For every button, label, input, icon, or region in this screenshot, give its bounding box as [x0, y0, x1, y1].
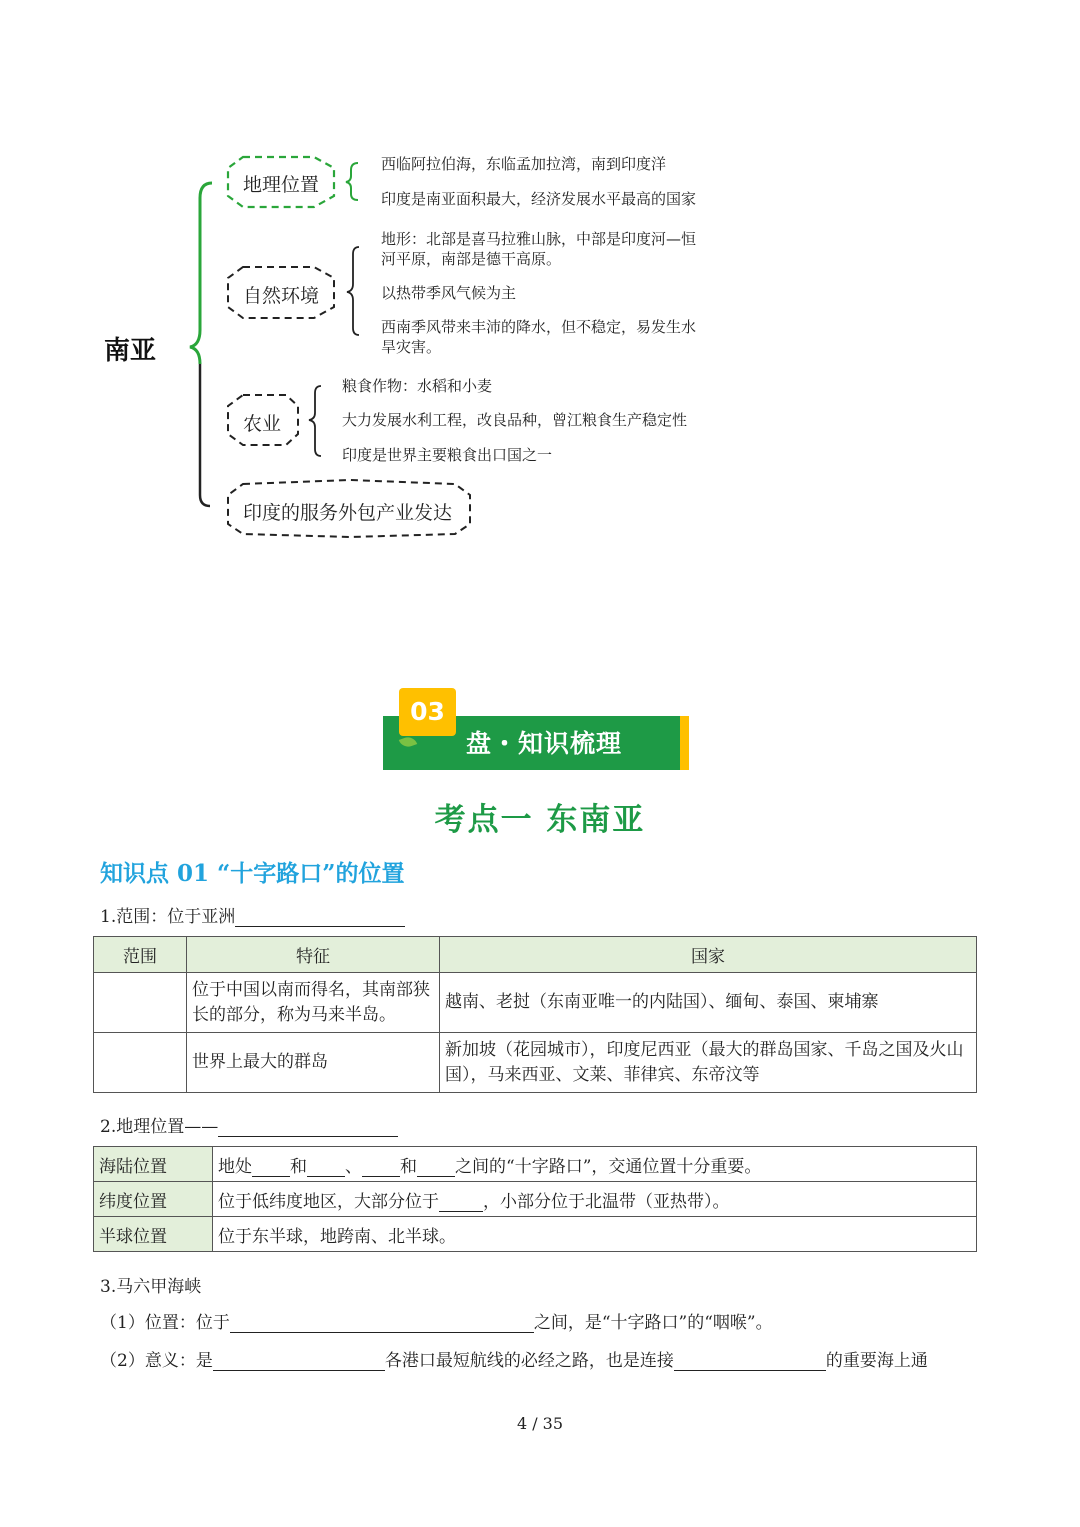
leaf-location-2: 印度是南亚面积最大，经济发展水平最高的国家: [381, 190, 697, 208]
section3-label: 3.马六甲海峡: [100, 1277, 202, 1297]
cell-feature: 位于中国以南而得名，其南部狭长的部分，称为马来半岛。: [187, 973, 440, 1033]
section1-line: [100, 902, 405, 927]
table-row: [94, 973, 977, 1033]
banner-title: 盘・知识梳理: [466, 729, 623, 758]
leaf-location-1: 西临阿拉伯海，东临孟加拉湾，南到印度洋: [381, 155, 667, 173]
cell-countries: 新加坡（花园城市），印度尼西亚（最大的群岛国家、千岛之国及火山国），马来西亚、文莱、菲律宾、东帝汶等: [440, 1033, 977, 1093]
banner-number-badge: 03: [399, 688, 456, 736]
section2-line: [100, 1112, 398, 1137]
fill-blank[interactable]: [439, 1195, 483, 1212]
cell-scope-blank[interactable]: [94, 1033, 187, 1093]
leaf-environment-3a: 西南季风带来丰沛的降水，但不稳定，易发生水: [381, 318, 697, 336]
row-label-hemisphere: 半球位置: [94, 1217, 213, 1252]
location-table: [93, 1146, 977, 1252]
countries-table: [93, 936, 977, 1093]
knowledge-point-title: 知识点 01 “十字路口”的位置: [100, 860, 405, 887]
section3-item1: （1）位置：位于 之间，是“十字路口”的“咽喉”。: [100, 1313, 773, 1333]
node-outsourcing-label: 印度的服务外包产业发达: [243, 502, 453, 524]
row-label-latitude: 纬度位置: [94, 1182, 213, 1217]
header-scope: 范围: [94, 937, 187, 973]
node-agriculture-label: 农业: [243, 413, 282, 435]
fill-blank[interactable]: [307, 1160, 345, 1177]
section2-label: 2.地理位置——: [100, 1117, 219, 1137]
table-header-row: [94, 937, 977, 973]
leaf-environment-1b: 河平原，南部是德干高原。: [381, 250, 562, 268]
row-label-land-sea: 海陆位置: [94, 1147, 213, 1182]
table-row: [94, 1217, 977, 1252]
section1-label: 1.范围：位于亚洲: [100, 907, 236, 927]
row-text-latitude: 位于低纬度地区，大部分位于 ，小部分位于北温带（亚热带）。: [213, 1182, 977, 1217]
header-countries: 国家: [440, 937, 977, 973]
row-text-hemisphere: 位于东半球，地跨南、北半球。: [213, 1217, 977, 1252]
leaf-agriculture-1: 粮食作物：水稻和小麦: [342, 377, 493, 395]
section3-item2: （2）意义：是 各港口最短航线的必经之路，也是连接 的重要海上通: [100, 1351, 928, 1371]
table-row: [94, 1033, 977, 1093]
banner-accent-stripe: [680, 716, 689, 770]
table-row: [94, 1147, 977, 1182]
fill-blank[interactable]: [235, 908, 405, 927]
fill-blank[interactable]: [362, 1160, 400, 1177]
fill-blank[interactable]: [417, 1160, 455, 1177]
mindmap-connectors: [0, 0, 1080, 560]
leaf-agriculture-2: 大力发展水利工程，改良品种，曾江粮食生产稳定性: [342, 411, 688, 429]
fill-blank[interactable]: [674, 1352, 826, 1371]
fill-blank[interactable]: [230, 1314, 534, 1333]
node-environment-label: 自然环境: [243, 285, 320, 307]
leaf-environment-1a: 地形：北部是喜马拉雅山脉，中部是印度河—恒: [381, 230, 697, 248]
node-location-label: 地理位置: [243, 174, 320, 196]
fill-blank[interactable]: [252, 1160, 290, 1177]
row-text-land-sea: 地处 和 、 和 之间的“十字路口”，交通位置十分重要。: [213, 1147, 977, 1182]
header-feature: 特征: [187, 937, 440, 973]
table-row: [94, 1182, 977, 1217]
leaf-environment-2: 以热带季风气候为主: [381, 284, 517, 302]
fill-blank[interactable]: [213, 1352, 385, 1371]
fill-blank[interactable]: [218, 1118, 398, 1137]
topic-title: 考点一 东南亚: [434, 802, 646, 838]
cell-scope-blank[interactable]: [94, 973, 187, 1033]
leaf-environment-3b: 旱灾害。: [381, 338, 442, 356]
cell-feature: 世界上最大的群岛: [187, 1033, 440, 1093]
cell-countries: 越南、老挝（东南亚唯一的内陆国）、缅甸、泰国、柬埔寨: [440, 973, 977, 1033]
page-number: 4 / 35: [516, 1414, 564, 1433]
mindmap-root: 南亚: [104, 336, 157, 366]
leaf-agriculture-3: 印度是世界主要粮食出口国之一: [342, 446, 553, 464]
